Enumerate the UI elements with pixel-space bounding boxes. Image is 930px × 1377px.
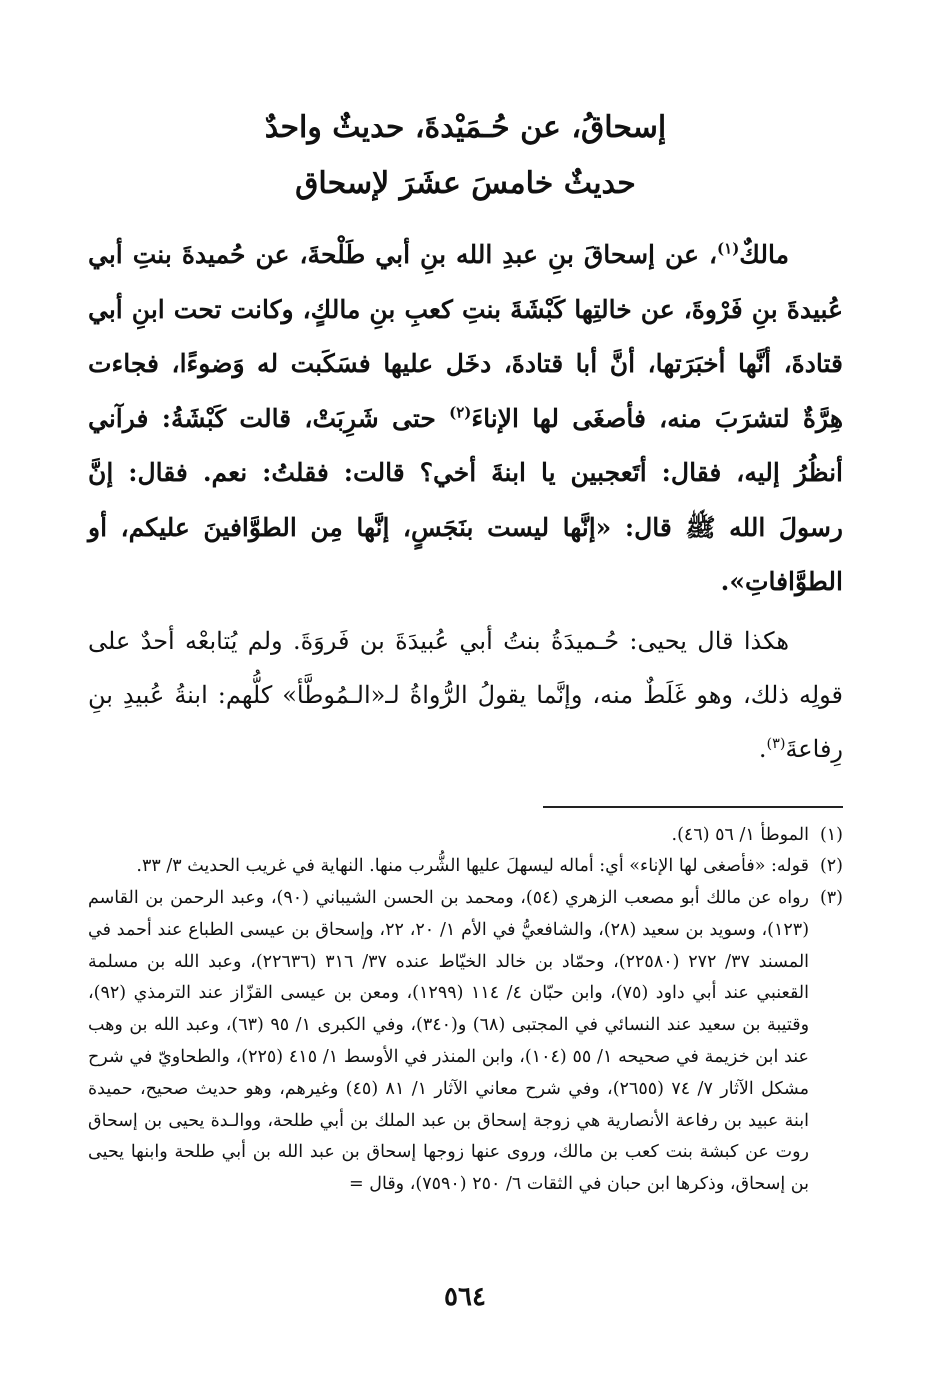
footnote-ref-2[interactable]: (٢) xyxy=(449,403,472,422)
footnote-divider xyxy=(543,806,843,808)
comment-end: . xyxy=(758,734,767,763)
chapter-heading xyxy=(88,100,843,212)
footnote-text: الموطأ ١/ ٥٦ (٤٦). xyxy=(671,824,809,845)
footnote-1 xyxy=(88,820,843,852)
hadith-narrator: مالكٌ xyxy=(739,240,789,269)
footnote-3 xyxy=(88,883,843,1201)
hadith-text xyxy=(88,228,843,610)
comment-body: هكذا قال يحيى: حُـميدَةُ بنتُ أبي عُبيدَةَ بن فَروَةَ. ولم يُتابعْه أحدٌ على قولِه ذلك، وهو غَلَطٌ منه، وإنَّما يقولُ الرُّواةُ لـ«الـمُوطَّأ» كلُّهم: ابنةُ عُبيدِ بنِ رِفاعةَ xyxy=(88,626,843,763)
hadith-body-2: حتى شَرِبَتْ، قالت كَبْشَةُ: فرآني أنظُرُ إليه، فقال: أتَعجبين يا ابنةَ أخي؟ قالت: فقلتُ: نعم. فقال: إنَّ رسولَ الله ﷺ قال: «إنَّها ليست بنَجَسٍ، إنَّها مِن الطوَّافينَ عليكم، أو الطوَّافاتِ». xyxy=(88,403,843,596)
author-comment xyxy=(88,614,843,776)
page-number: ٥٦٤ xyxy=(444,1282,486,1312)
footnote-ref-1[interactable]: (١) xyxy=(717,239,740,258)
footnote-number: (٢) xyxy=(819,856,843,877)
heading-line-2: حديثٌ خامسَ عشَرَ لإسحاق xyxy=(295,166,636,201)
footnote-ref-3[interactable]: (٣) xyxy=(766,735,786,752)
hadith-body-1: ، عن إسحاقَ بنِ عبدِ الله بنِ أبي طَلْحةَ، عن حُميدةَ بنتِ أبي عُبيدةَ بنِ فَرْوةَ، عن خالتِها كَبْشَةَ بنتِ كعبِ بنِ مالكٍ، وكانت تحت ابنِ أبي قتادةَ، أنَّها أخبَرَتها، أنَّ أبا قتادةَ، دخَل عليها فسَكَبت له وَضوءًا، فجاءت هِرَّةٌ لتشرَبَ منه، فأصغَى لها الإناءَ xyxy=(88,240,843,433)
footnotes xyxy=(88,820,843,1202)
footnote-text: قوله: «فأصغى لها الإناء» أي: أماله ليسهلَ عليها الشُّرب منها. النهاية في غريب الحديث ٣/ ٣٣. xyxy=(136,856,809,877)
footnote-number: (٣) xyxy=(819,888,843,909)
footnote-2 xyxy=(88,851,843,883)
book-page xyxy=(88,100,843,1360)
heading-line-1: إسحاقُ، عن حُـمَيْدةَ، حديثٌ واحدٌ xyxy=(264,110,667,145)
footnote-text: رواه عن مالك أبو مصعب الزهري (٥٤)، ومحمد بن الحسن الشيباني (٩٠)، وعبد الرحمن بن القاسم (١٢٣)، وسويد بن سعيد (٢٨)، والشافعيُّ في الأم ١/ ٢٠، ٢٢، وإسحاق بن عيسى الطباع عند أحمد في المسند ٣٧/ ٢٧٢ (٢٢٥٨٠)، وحمّاد بن خالد الخيّاط عنده ٣٧/ ٣١٦ (٢٢٦٣٦)، وعبد الله بن مسلمة القعنبي عند أبي داود (٧٥)، وابن حبّان ٤/ ١١٤ (١٢٩٩)، ومعن بن عيسى القزّاز عند الترمذي (٩٢)، وقتيبة بن سعيد عند النسائي في المجتبى (٦٨) و(٣٤٠)، وفي الكبرى ١/ ٩٥ (٦٣)، وعبد الله بن وهب عند ابن خزيمة في صحيحه ١/ ٥٥ (١٠٤)، وابن المنذر في الأوسط ١/ ٤١٥ (٢٢٥)، والطحاويّ في شرح مشكل الآثار ٧/ ٧٤ (٢٦٥٥)، وفي شرح معاني الآثار ١/ ٨١ (٤٥) وغيرهم، وهو حديث صحيح، حميدة ابنة عبيد بن رفاعة الأنصارية هي زوجة إسحاق بن عبد الملك بن أبي طلحة، ووالـدة يحيى بن إسحاق روت عن كبشة بنت كعب بن مالك، وروى عنها زوجها إسحاق بن عبد الله بن أبي طلحة وابنها يحيى بن إسحاق، وذكرها ابن حبان في الثقات ٦/ ٢٥٠ (٧٥٩٠)، وقال = xyxy=(88,888,810,1195)
footnote-number: (١) xyxy=(819,824,843,845)
